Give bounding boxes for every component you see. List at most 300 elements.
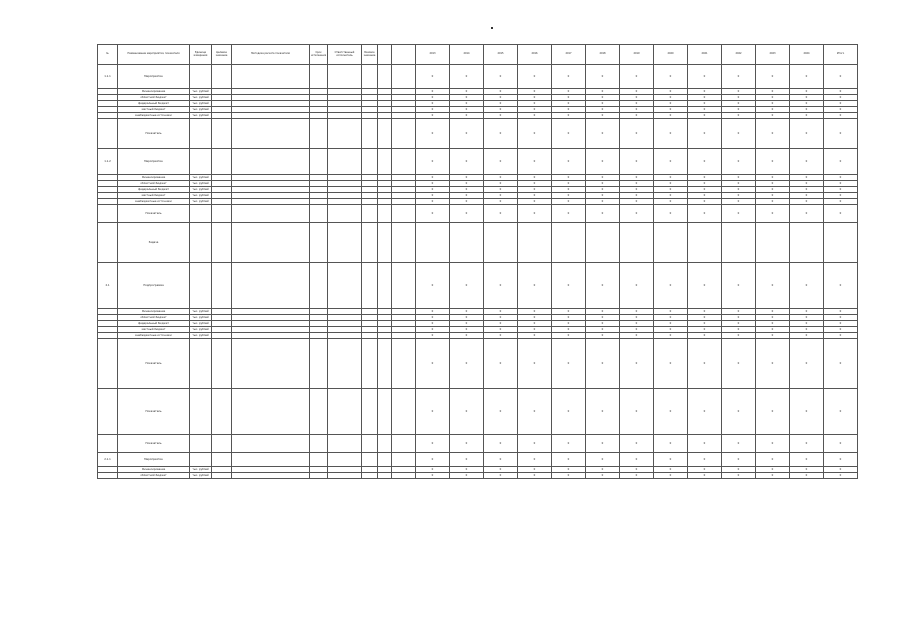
row-total: 0 (824, 181, 858, 187)
row-cell (362, 119, 378, 149)
row-cell (232, 453, 310, 467)
row-cell (310, 435, 328, 453)
year-value: 0 (756, 119, 790, 149)
row-cell (362, 65, 378, 89)
year-value: 0 (722, 453, 756, 467)
year-value (416, 223, 450, 263)
year-value: 0 (756, 199, 790, 205)
year-value: 0 (620, 181, 654, 187)
header-base: Базовое значение (362, 45, 378, 65)
year-value: 0 (552, 65, 586, 89)
row-unit (190, 65, 212, 89)
row-cell (232, 473, 310, 479)
year-value: 0 (586, 263, 620, 309)
year-value: 0 (450, 89, 484, 95)
year-header: 2021 (688, 45, 722, 65)
row-cell (232, 389, 310, 435)
row-unit (190, 119, 212, 149)
year-value: 0 (756, 453, 790, 467)
year-value: 0 (416, 321, 450, 327)
year-value: 0 (756, 205, 790, 223)
row-cell (392, 149, 416, 175)
row-cell (328, 435, 362, 453)
program-table (97, 44, 858, 479)
row-total: 0 (824, 175, 858, 181)
year-value (552, 223, 586, 263)
year-value: 0 (790, 199, 824, 205)
year-value: 0 (484, 193, 518, 199)
year-value: 0 (518, 89, 552, 95)
year-value: 0 (518, 193, 552, 199)
row-number (98, 205, 118, 223)
year-value: 0 (620, 95, 654, 101)
year-value: 0 (484, 467, 518, 473)
year-value: 0 (416, 205, 450, 223)
row-cell (362, 473, 378, 479)
year-value: 0 (790, 101, 824, 107)
year-value: 0 (416, 389, 450, 435)
year-value: 0 (518, 467, 552, 473)
year-value: 0 (756, 149, 790, 175)
year-value: 0 (416, 453, 450, 467)
row-cell (392, 339, 416, 389)
year-value: 0 (654, 119, 688, 149)
year-value: 0 (654, 321, 688, 327)
year-value: 0 (416, 333, 450, 339)
row-name: местный бюджет (118, 107, 190, 113)
year-value: 0 (518, 435, 552, 453)
year-value: 0 (586, 315, 620, 321)
year-value: 0 (552, 467, 586, 473)
row-cell (212, 149, 232, 175)
year-value: 0 (722, 339, 756, 389)
row-number (98, 339, 118, 389)
row-unit: тыс. рублей (190, 175, 212, 181)
row-total: 0 (824, 453, 858, 467)
header-unit: Единица измерения (190, 45, 212, 65)
year-value: 0 (722, 467, 756, 473)
year-value: 0 (484, 205, 518, 223)
row-cell (232, 119, 310, 149)
year-value: 0 (620, 467, 654, 473)
year-value: 0 (518, 149, 552, 175)
year-value: 0 (484, 149, 518, 175)
year-value: 0 (552, 149, 586, 175)
year-value: 0 (484, 113, 518, 119)
year-value: 0 (416, 327, 450, 333)
year-header: 2024 (790, 45, 824, 65)
row-cell (232, 205, 310, 223)
year-value: 0 (416, 181, 450, 187)
header-total: Итого (824, 45, 858, 65)
row-number: 1.1.1 (98, 65, 118, 89)
year-value: 0 (620, 119, 654, 149)
row-total: 0 (824, 389, 858, 435)
year-value: 0 (416, 467, 450, 473)
row-total: 0 (824, 187, 858, 193)
year-value: 0 (790, 119, 824, 149)
row-cell (378, 223, 392, 263)
row-cell (310, 453, 328, 467)
year-value: 0 (722, 205, 756, 223)
row-cell (212, 223, 232, 263)
row-cell (310, 149, 328, 175)
table-row (98, 149, 858, 175)
year-value: 0 (484, 65, 518, 89)
year-value: 0 (450, 101, 484, 107)
year-value: 0 (552, 193, 586, 199)
year-value: 0 (688, 321, 722, 327)
year-value: 0 (620, 327, 654, 333)
year-value: 0 (484, 435, 518, 453)
year-value: 0 (756, 175, 790, 181)
row-cell (328, 389, 362, 435)
year-value: 0 (518, 473, 552, 479)
row-unit: тыс. рублей (190, 89, 212, 95)
row-unit: тыс. рублей (190, 95, 212, 101)
year-value: 0 (790, 149, 824, 175)
year-value: 0 (484, 95, 518, 101)
year-value: 0 (552, 113, 586, 119)
row-cell (392, 223, 416, 263)
year-value: 0 (756, 473, 790, 479)
year-value: 0 (654, 65, 688, 89)
row-name: федеральный бюджет (118, 321, 190, 327)
header-target: Целевое значение (212, 45, 232, 65)
year-value: 0 (518, 263, 552, 309)
year-value: 0 (790, 181, 824, 187)
row-name: внебюджетные источники (118, 199, 190, 205)
row-total: 0 (824, 199, 858, 205)
year-value: 0 (722, 107, 756, 113)
header-executor: Ответственный исполнитель (328, 45, 362, 65)
row-name: Мероприятие (118, 453, 190, 467)
year-value: 0 (518, 309, 552, 315)
year-value: 0 (756, 333, 790, 339)
year-value: 0 (586, 113, 620, 119)
year-value: 0 (688, 101, 722, 107)
year-value: 0 (518, 389, 552, 435)
year-value: 0 (722, 333, 756, 339)
year-value: 0 (586, 321, 620, 327)
row-cell (378, 205, 392, 223)
year-value: 0 (586, 187, 620, 193)
year-value: 0 (722, 181, 756, 187)
year-value: 0 (416, 65, 450, 89)
row-number: 2.1 (98, 263, 118, 309)
page-marker (491, 27, 493, 29)
year-value: 0 (484, 199, 518, 205)
header-term: Срок исполнения (310, 45, 328, 65)
row-cell (232, 149, 310, 175)
year-value: 0 (654, 467, 688, 473)
row-name: областной бюджет (118, 95, 190, 101)
year-value: 0 (654, 181, 688, 187)
year-value: 0 (654, 309, 688, 315)
year-value: 0 (654, 199, 688, 205)
year-value: 0 (654, 175, 688, 181)
row-cell (378, 389, 392, 435)
year-value: 0 (620, 453, 654, 467)
row-unit: тыс. рублей (190, 187, 212, 193)
year-value: 0 (620, 89, 654, 95)
year-value: 0 (722, 175, 756, 181)
year-value: 0 (790, 339, 824, 389)
year-value: 0 (484, 389, 518, 435)
year-value: 0 (756, 95, 790, 101)
year-value (620, 223, 654, 263)
year-header: 2023 (756, 45, 790, 65)
year-value: 0 (518, 113, 552, 119)
row-total: 0 (824, 65, 858, 89)
year-value: 0 (620, 113, 654, 119)
year-value: 0 (484, 187, 518, 193)
year-value: 0 (688, 199, 722, 205)
year-value: 0 (688, 309, 722, 315)
row-cell (232, 65, 310, 89)
year-value: 0 (620, 101, 654, 107)
year-value: 0 (756, 187, 790, 193)
row-cell (328, 223, 362, 263)
year-value: 0 (518, 65, 552, 89)
row-cell (378, 149, 392, 175)
year-value: 0 (722, 113, 756, 119)
row-cell (328, 473, 362, 479)
row-total: 0 (824, 263, 858, 309)
year-value: 0 (756, 89, 790, 95)
year-value: 0 (416, 309, 450, 315)
year-value: 0 (654, 89, 688, 95)
row-total: 0 (824, 327, 858, 333)
table-row (98, 453, 858, 467)
year-value: 0 (790, 467, 824, 473)
row-name: местный бюджет (118, 193, 190, 199)
row-cell (232, 223, 310, 263)
year-header: 2019 (620, 45, 654, 65)
row-cell (212, 65, 232, 89)
row-name: внебюджетные источники (118, 113, 190, 119)
year-value: 0 (756, 263, 790, 309)
row-cell (310, 65, 328, 89)
row-name: Показатель (118, 119, 190, 149)
year-value: 0 (416, 315, 450, 321)
year-value: 0 (688, 389, 722, 435)
row-name: Финансирование (118, 175, 190, 181)
year-value: 0 (756, 435, 790, 453)
year-value: 0 (518, 315, 552, 321)
row-total: 0 (824, 149, 858, 175)
year-header: 2013 (416, 45, 450, 65)
year-value: 0 (552, 315, 586, 321)
year-value: 0 (620, 263, 654, 309)
year-value: 0 (552, 205, 586, 223)
row-total: 0 (824, 315, 858, 321)
row-cell (362, 339, 378, 389)
year-value: 0 (518, 101, 552, 107)
year-value: 0 (586, 389, 620, 435)
year-value: 0 (688, 467, 722, 473)
year-value: 0 (552, 101, 586, 107)
year-value: 0 (790, 327, 824, 333)
row-cell (378, 339, 392, 389)
row-total: 0 (824, 339, 858, 389)
year-value: 0 (552, 95, 586, 101)
row-cell (378, 435, 392, 453)
year-value: 0 (518, 119, 552, 149)
row-total: 0 (824, 193, 858, 199)
row-cell (392, 453, 416, 467)
year-value: 0 (620, 315, 654, 321)
table-body (98, 65, 858, 479)
row-cell (328, 149, 362, 175)
row-cell (392, 389, 416, 435)
row-cell (378, 263, 392, 309)
row-cell (392, 205, 416, 223)
year-value: 0 (722, 473, 756, 479)
year-value: 0 (722, 149, 756, 175)
year-value: 0 (654, 101, 688, 107)
year-value: 0 (722, 309, 756, 315)
year-header: 2018 (586, 45, 620, 65)
year-value: 0 (688, 89, 722, 95)
year-value: 0 (586, 333, 620, 339)
table-row (98, 119, 858, 149)
row-cell (212, 473, 232, 479)
year-value: 0 (654, 205, 688, 223)
year-value: 0 (416, 263, 450, 309)
row-total: 0 (824, 333, 858, 339)
year-value: 0 (756, 315, 790, 321)
year-value: 0 (552, 339, 586, 389)
row-unit (190, 435, 212, 453)
year-value: 0 (722, 315, 756, 321)
row-unit: тыс. рублей (190, 333, 212, 339)
row-unit: тыс. рублей (190, 101, 212, 107)
year-value: 0 (790, 187, 824, 193)
year-value: 0 (688, 95, 722, 101)
year-value: 0 (654, 187, 688, 193)
year-value: 0 (654, 333, 688, 339)
year-value: 0 (416, 119, 450, 149)
row-name: областной бюджет (118, 315, 190, 321)
table-row (98, 473, 858, 479)
header-method: Методика расчета показателя (232, 45, 310, 65)
row-name: областной бюджет (118, 181, 190, 187)
year-value: 0 (552, 89, 586, 95)
year-value: 0 (722, 65, 756, 89)
row-name: внебюджетные источники (118, 333, 190, 339)
row-cell (362, 453, 378, 467)
year-value: 0 (450, 149, 484, 175)
year-value: 0 (688, 205, 722, 223)
row-unit: тыс. рублей (190, 467, 212, 473)
year-value: 0 (688, 333, 722, 339)
row-cell (212, 435, 232, 453)
year-value: 0 (620, 199, 654, 205)
row-total: 0 (824, 101, 858, 107)
year-value: 0 (450, 435, 484, 453)
year-value: 0 (722, 187, 756, 193)
year-value: 0 (552, 175, 586, 181)
year-value: 0 (586, 309, 620, 315)
year-value: 0 (790, 333, 824, 339)
row-cell (362, 205, 378, 223)
year-value: 0 (620, 333, 654, 339)
year-value: 0 (586, 193, 620, 199)
row-name: Мероприятие (118, 149, 190, 175)
row-cell (392, 65, 416, 89)
year-value: 0 (484, 175, 518, 181)
row-total: 0 (824, 95, 858, 101)
year-value: 0 (450, 321, 484, 327)
row-name: Мероприятие (118, 65, 190, 89)
row-cell (310, 205, 328, 223)
year-value: 0 (688, 175, 722, 181)
year-value: 0 (416, 193, 450, 199)
year-value: 0 (654, 107, 688, 113)
year-value: 0 (790, 453, 824, 467)
year-value: 0 (688, 149, 722, 175)
year-value: 0 (484, 309, 518, 315)
row-cell (392, 473, 416, 479)
row-unit (190, 263, 212, 309)
row-cell (310, 339, 328, 389)
year-value: 0 (586, 119, 620, 149)
row-cell (212, 205, 232, 223)
year-value: 0 (518, 187, 552, 193)
year-value: 0 (688, 263, 722, 309)
table-row (98, 65, 858, 89)
year-value: 0 (620, 65, 654, 89)
year-value: 0 (688, 107, 722, 113)
year-value: 0 (756, 107, 790, 113)
year-value: 0 (450, 263, 484, 309)
year-value: 0 (586, 107, 620, 113)
year-value: 0 (620, 309, 654, 315)
year-value: 0 (790, 95, 824, 101)
year-value: 0 (688, 435, 722, 453)
year-value: 0 (722, 435, 756, 453)
year-value: 0 (756, 101, 790, 107)
row-number (98, 389, 118, 435)
year-value: 0 (484, 327, 518, 333)
year-value: 0 (586, 181, 620, 187)
year-value: 0 (620, 339, 654, 389)
row-unit: тыс. рублей (190, 113, 212, 119)
year-value: 0 (518, 199, 552, 205)
row-unit: тыс. рублей (190, 321, 212, 327)
year-value: 0 (756, 193, 790, 199)
year-value: 0 (688, 315, 722, 321)
year-value: 0 (654, 315, 688, 321)
year-value: 0 (722, 199, 756, 205)
row-name: Задача (118, 223, 190, 263)
row-total: 0 (824, 119, 858, 149)
year-value: 0 (790, 113, 824, 119)
year-value: 0 (484, 453, 518, 467)
year-value: 0 (450, 327, 484, 333)
year-value: 0 (552, 309, 586, 315)
row-cell (212, 119, 232, 149)
year-value: 0 (688, 65, 722, 89)
year-value (450, 223, 484, 263)
year-value: 0 (688, 181, 722, 187)
year-value: 0 (620, 389, 654, 435)
year-value: 0 (484, 333, 518, 339)
year-value: 0 (790, 89, 824, 95)
year-value: 0 (620, 107, 654, 113)
year-value (790, 223, 824, 263)
